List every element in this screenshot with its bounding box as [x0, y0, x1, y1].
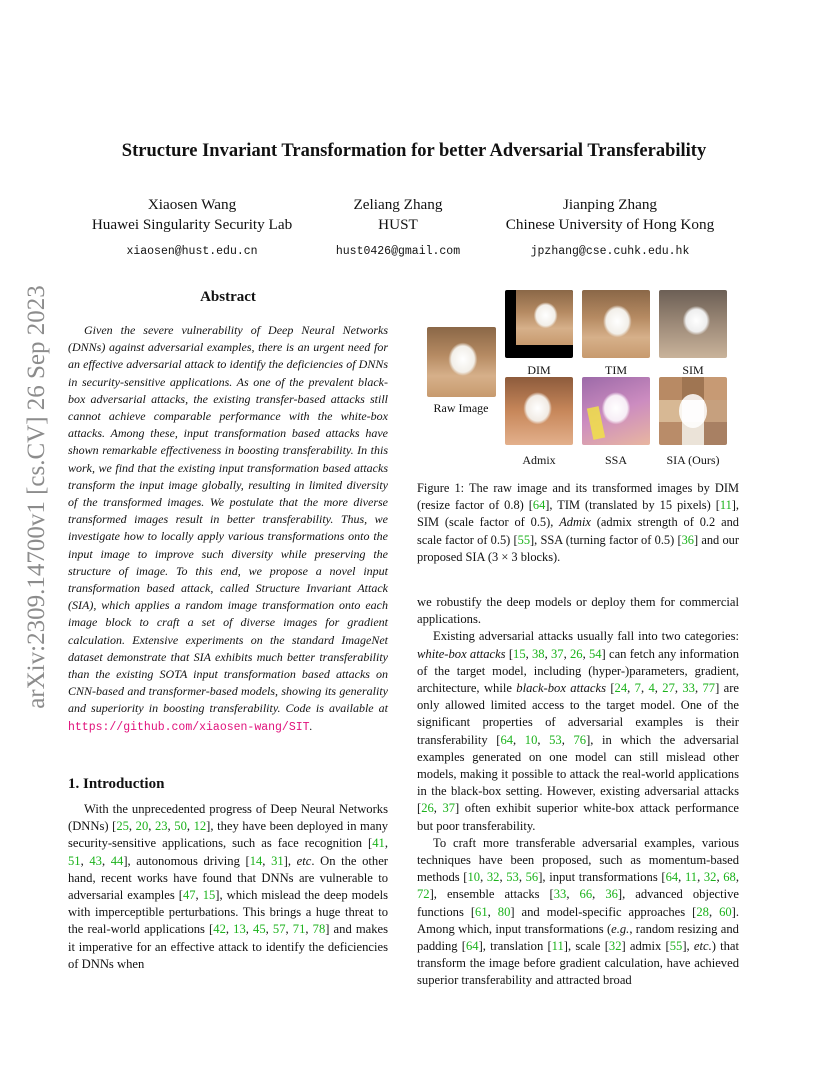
citation-link[interactable]: 64	[665, 870, 679, 885]
author-affiliation: Chinese University of Hong Kong	[505, 216, 715, 233]
label-sia: SIA (Ours)	[666, 453, 720, 467]
citation-link[interactable]: 31	[271, 853, 284, 868]
admix-image	[505, 377, 573, 445]
sia-image	[659, 377, 727, 445]
citation-link[interactable]: 27	[662, 681, 675, 696]
label-tim: TIM	[605, 363, 627, 377]
dim-image	[505, 290, 573, 358]
citation-link[interactable]: 53	[549, 732, 562, 747]
paragraph-attack-categories: Existing adversarial attacks usually fall into two categories: white-box attacks [15, 38, 37, 26, 54] can fetch any information of the target model, including (hyper-)parameters, gradient, architecture, while black-box attacks [24, 7, 4, 27, 33, 77] are only allowed limited access to the target model. One of the significant properties of adversarial examples is their transferability [64, 10, 53, 76], in which the adversarial examples generated on one model can still mislead other models, making it possible to attack the real-world applications in the black-box setting. However, existing adversarial attacks [26, 37] often exhibit superior white-box attack performance but poor transferability.	[417, 629, 740, 833]
label-ssa: SSA	[604, 453, 627, 467]
sim-image	[659, 290, 727, 358]
author-name: Jianping Zhang	[562, 196, 658, 213]
intro-paragraph: With the unprecedented progress of Deep Neural Networks (DNNs) [25, 20, 23, 50, 12], they have been deployed in many security-sensitive applications, such as face recognition [41, 51, 43, 44], autonomous driving [14, 31], etc. On the other hand, recent works have found that DNNs are vulnerable to adversarial examples [47, 15], which mislead the deep models with imperceptible perturbations. This brings a huge threat to the real-world applications [42, 13, 45, 57, 71, 78] and makes it imperative for an effective attack to identify the deficiencies of DNNs when	[68, 802, 389, 971]
italic-text: white-box attacks	[417, 646, 506, 661]
citation-link[interactable]: 50	[174, 819, 187, 834]
paragraph-continued: we robustify the deep models or deploy them for commercial applications.	[417, 595, 739, 627]
arxiv-stamp-text: arXiv:2309.14700v1 [cs.CV] 26 Sep 2023	[23, 285, 50, 709]
citation-link[interactable]: 64	[532, 498, 546, 513]
citation-link[interactable]: 57	[272, 922, 286, 937]
citation-link[interactable]: 33	[553, 887, 567, 902]
abstract-heading: Abstract	[200, 289, 256, 305]
citation-link[interactable]: 24	[614, 681, 628, 696]
citation-link[interactable]: 13	[233, 922, 246, 937]
citation-link[interactable]: 37	[442, 801, 456, 816]
tim-image	[582, 290, 650, 358]
citation-link[interactable]: 56	[525, 870, 539, 885]
abstract-end: .	[309, 718, 313, 733]
citation-link[interactable]: 55	[669, 939, 683, 954]
intro-heading: 1. Introduction	[68, 776, 165, 792]
label-raw-image: Raw Image	[433, 401, 489, 415]
citation-link[interactable]: 72	[417, 887, 430, 902]
ssa-image	[582, 377, 650, 445]
citation-link[interactable]: 55	[517, 532, 531, 547]
author-email: jpzhang@cse.cuhk.edu.hk	[530, 245, 690, 258]
author-affiliation: HUST	[378, 216, 418, 233]
citation-link[interactable]: 51	[68, 853, 81, 868]
citation-link[interactable]: 80	[497, 904, 511, 919]
citation-link[interactable]: 26	[569, 646, 583, 661]
citation-link[interactable]: 47	[182, 888, 196, 903]
citation-link[interactable]: 71	[292, 922, 306, 937]
citation-link[interactable]: 23	[154, 819, 168, 834]
citation-link[interactable]: 53	[506, 870, 519, 885]
citation-link[interactable]: 37	[550, 646, 564, 661]
citation-link[interactable]: 11	[684, 870, 698, 885]
italic-text: Admix	[559, 515, 591, 530]
raw-image	[427, 327, 496, 397]
arxiv-stamp	[20, 287, 54, 707]
citation-link[interactable]: 44	[110, 853, 124, 868]
italic-text: e.g.	[611, 921, 630, 936]
citation-link[interactable]: 66	[579, 887, 593, 902]
italic-text: etc.	[693, 939, 712, 954]
abstract-body	[68, 322, 388, 736]
citation-link[interactable]: 38	[532, 646, 545, 661]
author-block-3	[490, 195, 730, 262]
paper-title: Structure Invariant Transformation for better Adversarial Transferability	[121, 141, 707, 161]
label-sim: SIM	[682, 363, 704, 377]
citation-link[interactable]: 32	[486, 870, 500, 885]
label-admix: Admix	[522, 453, 556, 467]
citation-link[interactable]: 15	[202, 888, 216, 903]
citation-link[interactable]: 45	[253, 922, 266, 937]
paragraph-transferable-techniques: To craft more transferable adversarial examples, various techniques have been proposed, such as momentum-based methods [10, 32, 53, 56], input transformations [64, 11, 32, 68, 72], ensemble attacks [33, 66, 36], advanced objective functions [61, 80] and model-specific approaches [28, 60]. Among which, input transformations (e.g., random resizing and padding [64], translation [11], scale [32] admix [55], etc.) that transform the image before gradient calculation, have achieved superior transferability and attracted broad	[417, 835, 740, 988]
citation-link[interactable]: 26	[421, 801, 434, 816]
author-block-1	[72, 195, 312, 262]
citation-link[interactable]: 25	[116, 819, 129, 834]
citation-link[interactable]: 43	[89, 853, 102, 868]
citation-link[interactable]: 64	[465, 939, 479, 954]
citation-link[interactable]: 7	[634, 681, 641, 696]
author-affiliation: Huawei Singularity Security Lab	[91, 216, 293, 233]
italic-text: black-box attacks	[516, 681, 606, 696]
citation-link[interactable]: 11	[719, 498, 732, 513]
author-email: hust0426@gmail.com	[335, 245, 461, 258]
figure-caption: Figure 1: The raw image and its transformed images by DIM (resize factor of 0.8) [64], TIM (translated by 15 pixels) [11], SIM (scale factor of 0.5), Admix (admix strength of 0.2 and scale factor of 0.5) [55], SSA (turning factor of 0.5) [36] and our proposed SIA (3 × 3 blocks).	[417, 481, 739, 564]
italic-text: etc	[296, 853, 312, 868]
citation-link[interactable]: 12	[193, 819, 207, 834]
citation-link[interactable]: 15	[513, 646, 526, 661]
citation-link[interactable]: 32	[608, 939, 622, 954]
citation-link[interactable]: 60	[719, 904, 732, 919]
abstract-text: Given the severe vulnerability of Deep Neural Networks (DNNs) against adversarial examples, there is an urgent need for an effective adversarial attack to identify the deficiencies of DNNs in security-sensitive applications. As one of the prevalent black-box adversarial attacks, the existing transfer-based attacks still cannot achieve comparable performance with the white-box attacks. Among these, input transformation based attacks have shown remarkable effectiveness in boosting transferability. In this work, we find that the existing input transformation based attacks transform the input image globally, resulting in limited diversity of the transformed images. We postulate that the more diverse transformed images result in better transferability. Thus, we investigate how to locally apply various transformations onto the input image to improve such diversity while preserving the structure of image. To this end, we propose a novel input transformation based attack, called Structure Invariant Attack (SIA), which applies a random image transformation onto each image block to craft a set of diverse images for gradient calculation. Extensive experiments on the standard ImageNet dataset demonstrate that SIA exhibits much better transferability than the existing SOTA input transformation based attacks on CNN-based and transformer-based models, showing its generality and superiority in boosting transferability. Code is available at	[68, 323, 388, 716]
code-link[interactable]: https://github.com/xiaosen-wang/SIT	[68, 720, 310, 734]
citation-link[interactable]: 10	[467, 870, 481, 885]
right-column	[417, 594, 739, 990]
citation-link[interactable]: 42	[213, 922, 226, 937]
citation-link[interactable]: 64	[500, 732, 514, 747]
citation-link[interactable]: 28	[696, 904, 709, 919]
author-name: Zeliang Zhang	[353, 196, 443, 213]
citation-link[interactable]: 41	[372, 836, 385, 851]
citation-link[interactable]: 11	[551, 939, 564, 954]
citation-link[interactable]: 61	[475, 904, 488, 919]
author-block-2	[318, 195, 478, 262]
citation-link[interactable]: 4	[648, 681, 655, 696]
author-email: xiaosen@hust.edu.cn	[126, 245, 258, 258]
citation-link[interactable]: 14	[249, 853, 263, 868]
citation-link[interactable]: 76	[573, 732, 587, 747]
label-dim: DIM	[527, 363, 551, 377]
citation-link[interactable]: 32	[703, 870, 717, 885]
citation-link[interactable]: 20	[135, 819, 149, 834]
citation-link[interactable]: 78	[312, 922, 326, 937]
citation-link[interactable]: 36	[681, 532, 694, 547]
author-name: Xiaosen Wang	[147, 196, 237, 213]
citation-link[interactable]: 10	[524, 732, 538, 747]
citation-link[interactable]: 68	[723, 870, 736, 885]
citation-link[interactable]: 36	[605, 887, 618, 902]
citation-link[interactable]: 54	[588, 646, 602, 661]
citation-link[interactable]: 33	[682, 681, 695, 696]
intro-section	[68, 801, 388, 973]
citation-link[interactable]: 77	[702, 681, 716, 696]
